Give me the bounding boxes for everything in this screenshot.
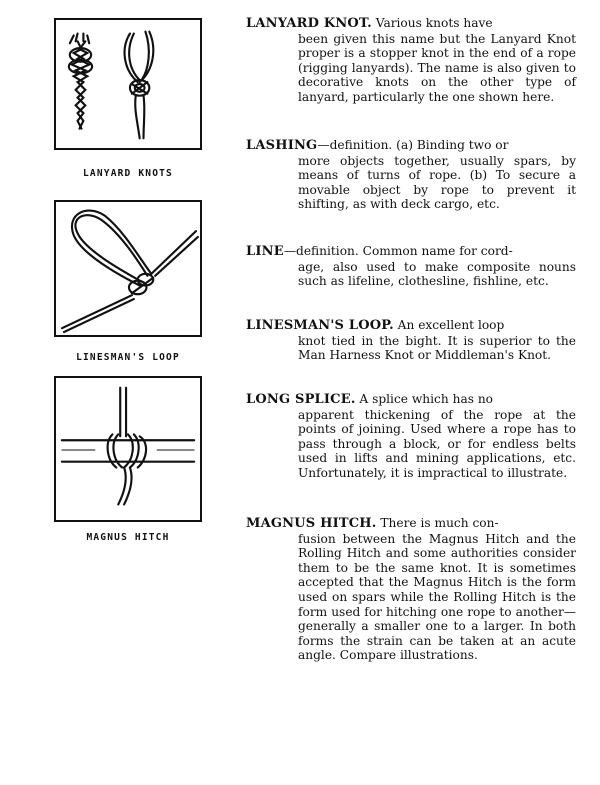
entry-lead: Various knots have bbox=[375, 16, 493, 30]
entry-term: MAGNUS HITCH. bbox=[246, 516, 377, 531]
entry-lashing bbox=[246, 138, 576, 212]
entry-line bbox=[246, 244, 576, 289]
lanyard-knots-drawing bbox=[56, 20, 200, 148]
entry-magnus-hitch bbox=[246, 516, 576, 663]
entry-lead: —definition. (a) Binding two or bbox=[317, 138, 509, 152]
entry-linesmans-loop bbox=[246, 318, 576, 363]
entry-lead: There is much con- bbox=[380, 516, 499, 530]
entry-term: LANYARD KNOT. bbox=[246, 16, 372, 31]
magnus-hitch-drawing bbox=[56, 378, 200, 520]
linesmans-loop-illustration bbox=[54, 200, 202, 337]
entry-term: LONG SPLICE. bbox=[246, 392, 356, 407]
entry-lead: An excellent loop bbox=[397, 318, 505, 332]
entry-body: apparent thickening of the rope at the points of joining. Used where a rope has to pass through a block, or for endless belts used in lifts and mining applications, etc. Unfortunately, it is impractical to illustrate. bbox=[298, 407, 576, 480]
entry-body: more objects together, usually spars, by means of turns of rope. (b) To secure a movable object by rope to prevent it shifting, as with deck cargo, etc. bbox=[298, 153, 576, 212]
lanyard-knots-caption: LANYARD KNOTS bbox=[83, 168, 173, 179]
entry-term: LASHING bbox=[246, 138, 318, 153]
entry-term: LINESMAN'S LOOP. bbox=[246, 318, 394, 333]
entry-body: fusion between the Magnus Hitch and the Rolling Hitch and some authorities consider them to be the same knot. It is sometimes accepted that the Magnus Hitch is the form used on spars while the Rolling Hitch is the form used for hitching one rope to another—generally a smaller one to a larger. In both forms the strain can be taken at an acute angle. Compare illustrations. bbox=[298, 531, 576, 663]
entry-long-splice bbox=[246, 392, 576, 481]
entry-lead: —definition. Common name for cord- bbox=[283, 244, 513, 258]
entry-lanyard-knot bbox=[246, 16, 576, 105]
entry-lead: A splice which has no bbox=[359, 392, 494, 406]
magnus-hitch-caption: MAGNUS HITCH bbox=[86, 532, 170, 543]
lanyard-knots-illustration bbox=[54, 18, 202, 150]
entry-body: been given this name but the Lanyard Knot proper is a stopper knot in the end of a rope (rigging lanyards). The name is also given to decorative knots on the other type of lanyard, particularly the one shown here. bbox=[298, 31, 576, 104]
entry-body: age, also used to make composite nouns such as lifeline, clothesline, fishline, etc. bbox=[298, 259, 576, 289]
magnus-hitch-illustration bbox=[54, 376, 202, 522]
linesmans-loop-caption: LINESMAN'S LOOP bbox=[76, 352, 180, 363]
entry-term: LINE bbox=[246, 244, 284, 259]
entry-body: knot tied in the bight. It is superior to the Man Harness Knot or Middleman's Knot. bbox=[298, 333, 576, 363]
linesmans-loop-drawing bbox=[56, 202, 200, 335]
